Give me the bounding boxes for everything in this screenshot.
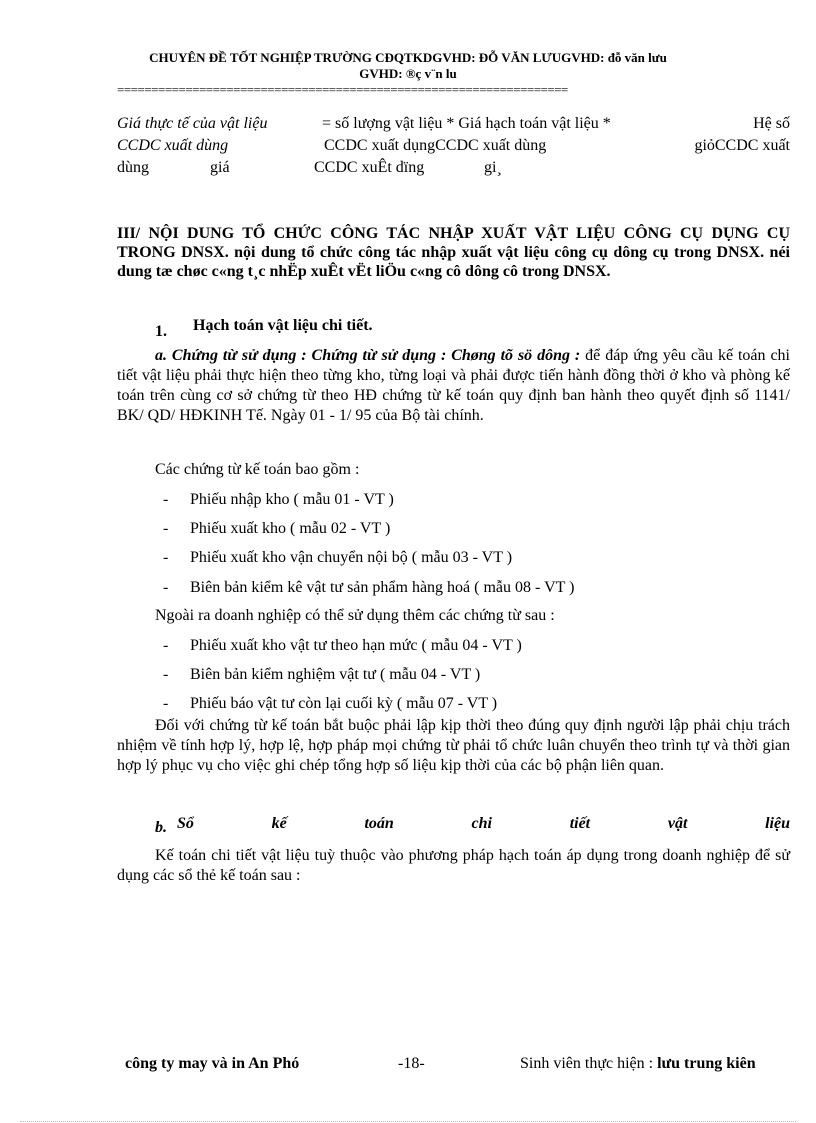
footer-student	[520, 1055, 756, 1073]
footer-student-label: Sinh viên thực hiện :	[520, 1055, 658, 1072]
list-item: - Phiếu xuất kho vật tư theo hạn mức ( mẫu 04 - VT )	[163, 637, 522, 654]
paragraph-a-label: a. Chứng từ sử dụng : Chứng từ sử dụng : Chøng tõ sö dông :	[155, 347, 581, 364]
paragraph-b-word: tiết	[569, 815, 591, 832]
formula-r3c1: dùng	[117, 159, 149, 176]
formula-r3c4: gi¸	[484, 159, 502, 176]
footer-student-name: lưu trung kiên	[657, 1055, 756, 1072]
paragraph-a	[117, 346, 790, 426]
paragraph-last: Kế toán chi tiết vật liệu tuỳ thuộc vào phương pháp hạch toán áp dụng trong doanh nghiệp để sử dụng các sổ thẻ kế toán sau :	[117, 847, 790, 884]
formula-r3c3: CCDC xuÊt dïng	[314, 159, 425, 176]
header-line-2: GVHD: ®ç v¨n lu	[359, 66, 457, 81]
header-rule: ==================================================================	[117, 82, 568, 97]
formula-r2c3: giỏCCDC xuất	[694, 137, 790, 154]
formula-r1c2: = số lượng vật liệu * Giá hạch toán vật liệu *	[322, 115, 611, 132]
formula-r1c3: Hệ số	[753, 115, 790, 132]
list-item: - Phiếu báo vật tư còn lại cuối kỳ ( mẫu 07 - VT )	[163, 695, 498, 712]
footer-company: công ty may và in An Phó	[125, 1055, 300, 1072]
formula-r1c1: Giá thực tế của vật liệu	[117, 115, 268, 132]
list-item: - Biên bản kiểm nghiệm vật tư ( mẫu 04 - VT )	[163, 666, 481, 683]
footer-page-number: -18-	[398, 1055, 425, 1072]
formula-r2c1: CCDC xuất dùng	[117, 137, 229, 154]
list-item: - Phiếu xuất kho ( mẫu 02 - VT )	[163, 520, 391, 537]
list-item: - Phiếu xuất kho vận chuyển nội bộ ( mẫu 03 - VT )	[163, 549, 513, 566]
list-1-label: Các chứng từ kế toán bao gồm :	[155, 461, 360, 478]
heading-1-number: 1.	[155, 323, 167, 340]
paragraph-b-word: Sổ	[177, 815, 194, 832]
page-bottom-border	[20, 1121, 796, 1122]
heading-1	[155, 317, 373, 340]
list-item: - Biên bản kiểm kê vật tư sản phẩm hàng hoá ( mẫu 08 - VT )	[163, 579, 575, 596]
heading-1-text: Hạch toán vật liệu chi tiết.	[193, 317, 373, 334]
list-2-label: Ngoài ra doanh nghiệp có thể sử dụng thêm các chứng từ sau :	[155, 607, 555, 624]
section-3-heading: III/ NỘI DUNG TỔ CHỨC CÔNG TÁC NHẬP XUẤT VẬT LIỆU CÔNG CỤ DỤNG CỤ TRONG DNSX. nội dung tổ chức công tác nhập xuất vật liệu công cụ dông cụ trong DNSX. néi dung tæ chøc c«ng t¸c nhËp xuÊt vËt liÖu c«ng cô dông cô trong DNSX.	[117, 225, 790, 280]
paragraph-b-word: liệu	[765, 815, 790, 832]
list-item: - Phiếu nhập kho ( mẫu 01 - VT )	[163, 491, 394, 508]
header-line-1: CHUYÊN ĐỀ TỐT NGHIỆP TRƯỜNG CĐQTKDGVHD: ĐỖ VĂN LƯUGVHD: đỗ văn lưu	[149, 50, 667, 65]
formula-block	[117, 113, 790, 179]
paragraph-responsibility: Đối với chứng từ kế toán bắt buộc phải lập kịp thời theo đúng quy định người lập phải chịu trách nhiệm về tính hợp lý, hợp lệ, hợp pháp mọi chứng từ phải tổ chức luân chuyển theo trình tự và thời gian hợp lý phục vụ cho việc ghi chép tổng hợp số liệu kịp thời của các bộ phận liên quan.	[117, 717, 790, 774]
paragraph-b-word: chi	[471, 815, 492, 832]
paragraph-b-word: kế	[271, 815, 287, 832]
paragraph-b-word: vật	[667, 815, 688, 832]
formula-r2c2: CCDC xuất dụngCCDC xuất dùng	[324, 137, 547, 154]
paragraph-b-word: toán	[364, 815, 394, 832]
paragraph-a-text: để đáp ứng yêu cầu kế toán chi tiết vật liệu phải thực hiện theo từng kho, từng loại và phải được tiến hành đồng thời ở kho và phòng kế toán trên cùng cơ sở chứng từ theo HĐ chứng từ kế toán quy định ban hành theo quyết định số 1141/ BK/ QD/ HĐKINH Tế. Ngày 01 - 1/ 95 của Bộ tài chính.	[117, 347, 790, 424]
paragraph-b-heading	[155, 815, 790, 836]
formula-r3c2: giá	[210, 159, 230, 176]
paragraph-b-label: b.	[155, 819, 167, 836]
